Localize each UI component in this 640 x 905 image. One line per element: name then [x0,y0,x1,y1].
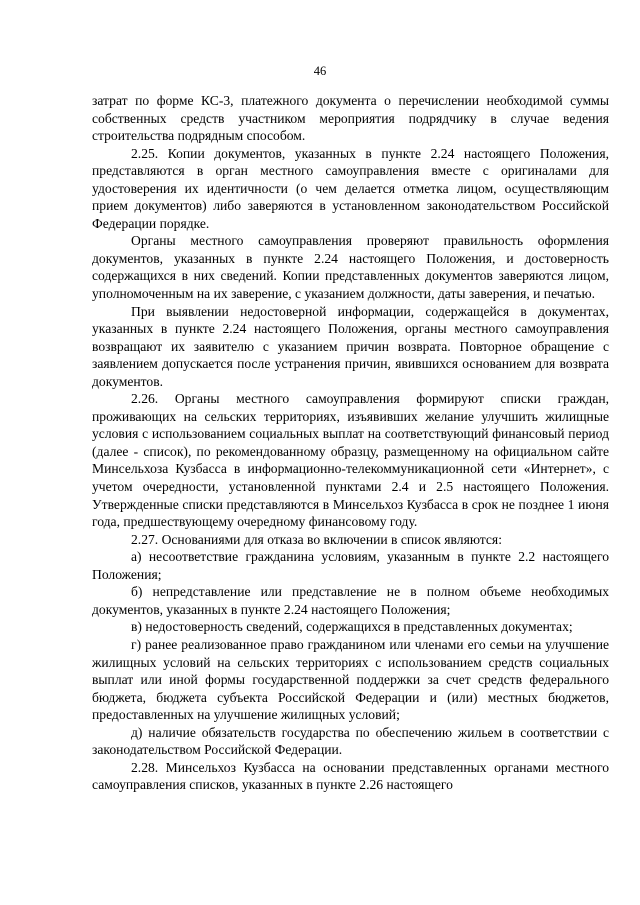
list-item-d: д) наличие обязательств государства по обеспечению жильем в соответствии с законодательством Российской Федерации. [92,724,609,758]
paragraph-invalid-info: При выявлении недостоверной информации, содержащейся в документах, указанных в пункте 2.24 настоящего Положения, органы местного самоуправления возвращают их заявителю с указанием причин возврата. Повторное обращение с заявлением допускается после устранения причин, явившихся основанием для возврата документов. [92,303,609,389]
paragraph-continuation: затрат по форме КС-3, платежного документа о перечислении необходимой суммы собственных средств участником мероприятия подрядчику в случае ведения строительства подрядным способом. [92,93,609,144]
list-item-g: г) ранее реализованное право гражданином или членами его семьи на улучшение жилищных условий на сельских территориях с использованием средств социальных выплат или иной формы государственной поддержки за счет средств федерального бюджета, бюджета субъекта Российской Федерации и (или) местных бюджетов, предоставленных на улучшение жилищных условий; [92,636,609,723]
paragraph-2-25: 2.25. Копии документов, указанных в пункте 2.24 настоящего Положения, представляются в орган местного самоуправления вместе с оригиналами для удостоверения их идентичности (о чем делается отметка лицом, осуществляющим прием документов) либо заверяются в установленном законодательством Российской Федерации порядке. [92,145,609,231]
list-item-b: б) непредставление или представление не в полном объеме необходимых документов, указанных в пункте 2.24 настоящего Положения; [92,584,609,617]
paragraph-2-26: 2.26. Органы местного самоуправления формируют списки граждан, проживающих на сельских территориях, изъявивших желание улучшить жилищные условия с использованием социальных выплат на соответствующий финансовый период (далее - список), по рекомендованному образцу, размещенному на официальном сайте Минсельхоза Кузбасса в информационно-телекоммуникационной сети «Интернет», с учетом очередности, установленной пунктами 2.4 и 2.5 настоящего Положения. Утвержденные списки представляются в Минсельхоз Кузбасса в срок не позднее 1 июня года, предшествующему очередному финансовому году. [92,391,609,530]
list-item-a: а) несоответствие гражданина условиям, указанным в пункте 2.2 настоящего Положения; [92,549,609,582]
paragraph-2-28: 2.28. Минсельхоз Кузбасса на основании представленных органами местного самоуправления списков, указанных в пункте 2.26 настоящего [92,759,609,793]
document-body [92,92,609,794]
page-number: 46 [313,64,327,78]
list-item-v: в) недостоверность сведений, содержащихся в представленных документах; [131,619,573,635]
paragraph-verification: Органы местного самоуправления проверяют правильность оформления документов, указанных в пункте 2.24 настоящего Положения, и достоверность содержащихся в них сведений. Копии представленных документов заверяются лицом, уполномоченным на их заверение, с указанием должности, даты заверения, и печатью. [92,233,609,302]
paragraph-2-27: 2.27. Основаниями для отказа во включении в список являются: [131,531,502,547]
